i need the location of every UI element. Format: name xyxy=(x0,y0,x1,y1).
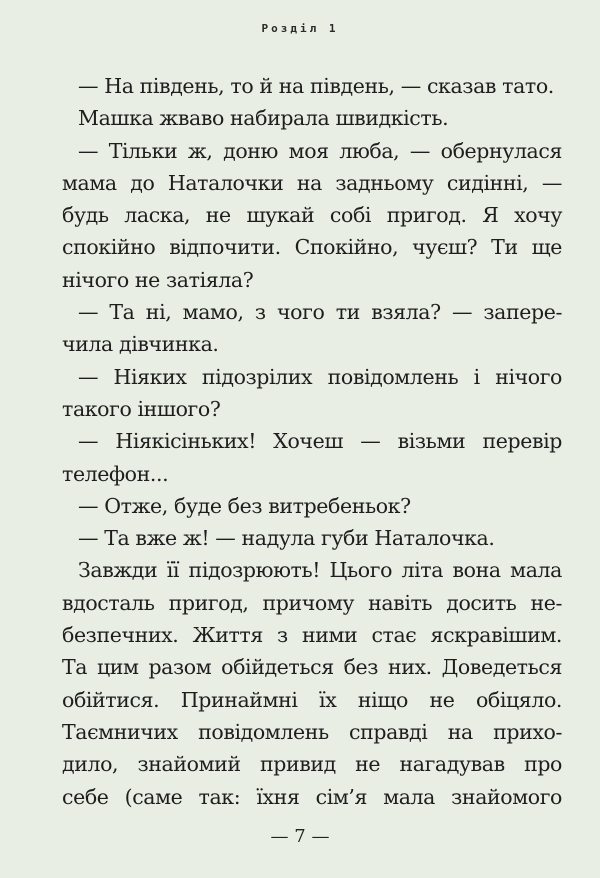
text-line: Та цим разом обійдеться без них. Доведеться xyxy=(62,655,562,680)
text-line: — Ніякісінькиx! Хочеш — візьми перевір xyxy=(78,429,562,454)
text-line: — Та вже ж! — надула губи Наталочка. xyxy=(78,526,495,551)
running-header: Розділ 1 xyxy=(261,22,339,35)
text-line: себе (саме так: їхня сім’я мала знайомого xyxy=(62,784,562,809)
text-line: — Ніяких підозрілих повідомлень і нічого xyxy=(78,364,562,389)
body-text xyxy=(62,70,562,813)
text-line: будь ласка, не шукай собі пригод. Я хочу xyxy=(62,203,562,228)
text-line: мама до Наталочки на задньому сидінні, — xyxy=(62,170,562,195)
text-line: телефон... xyxy=(62,461,169,486)
text-line: чила дівчинка. xyxy=(62,332,219,357)
text-line: такого іншого? xyxy=(62,396,221,421)
page-number: — 7 — xyxy=(270,826,330,847)
text-line: нічого не затіяла? xyxy=(62,267,254,292)
text-line: — Та ні, мамо, з чого ти взяла? — запере- xyxy=(78,300,562,325)
text-line: спокійно відпочити. Спокійно, чуєш? Ти ще xyxy=(62,235,562,260)
text-line: дило, знайомий привид не нагадував про xyxy=(62,752,562,777)
text-line: — Отже, буде без витребеньок? xyxy=(78,493,411,518)
text-line: Таємничих повідомлень справді на прихо- xyxy=(62,719,562,744)
text-line: — На південь, то й на південь, — сказав тато. xyxy=(78,74,554,98)
text-line: Завжди її підозрюють! Цього літа вона мала xyxy=(78,558,562,583)
text-line: обійтися. Принаймні їх ніщо не обіцяло. xyxy=(62,687,562,712)
text-line: — Тільки ж, доню моя люба, — обернулася xyxy=(78,138,562,163)
text-line: Машка жваво набирала швидкість. xyxy=(78,106,449,131)
text-line: вдосталь пригод, причому навіть досить не- xyxy=(62,590,562,615)
text-line: безпечних. Життя з ними стає яскравішим. xyxy=(62,623,562,648)
